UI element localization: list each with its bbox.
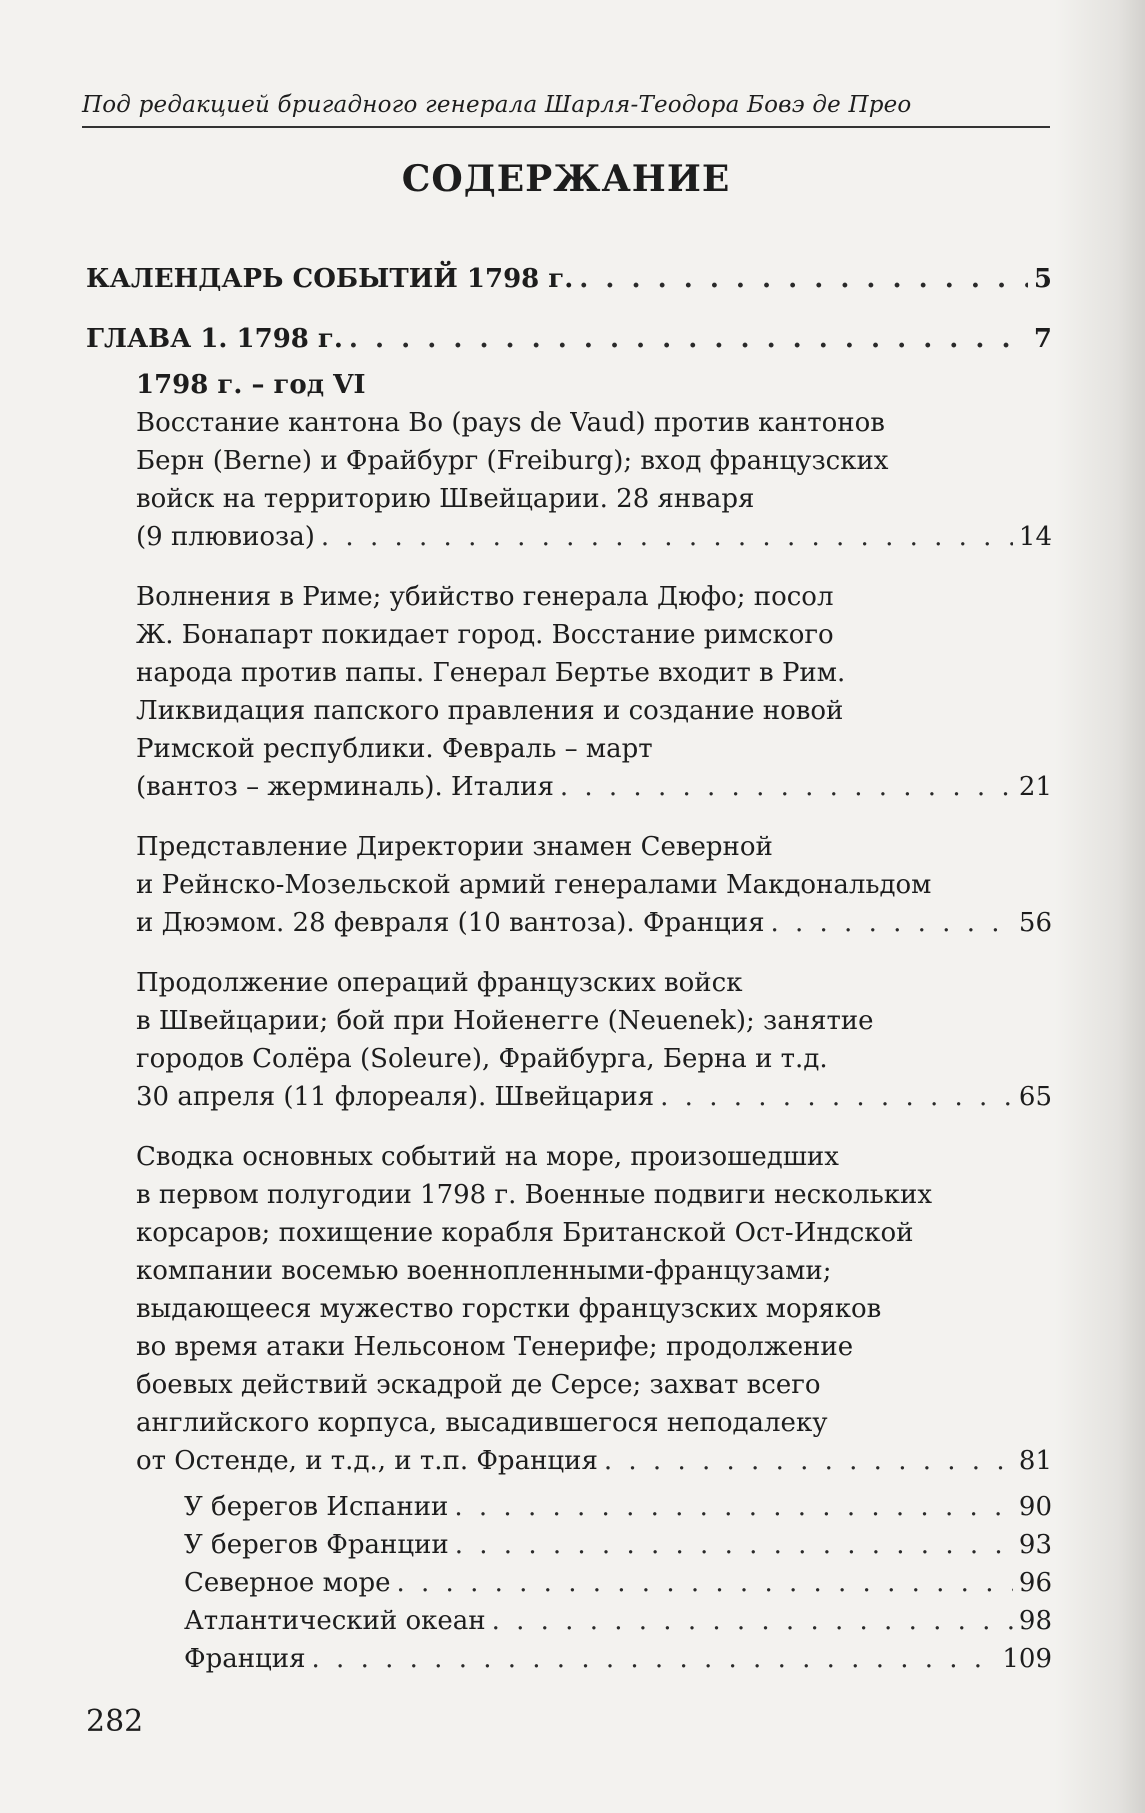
toc-page-number: 14 [1018, 522, 1052, 552]
page-number: 282 [86, 1704, 144, 1739]
toc-subitem [184, 1564, 1052, 1602]
toc-item-line: во время атаки Нельсоном Тенерифе; продолжение [136, 1332, 854, 1362]
chapter-1-section [136, 366, 1052, 1678]
toc-item-last-line [136, 1442, 1052, 1480]
toc-page-number: 21 [1018, 772, 1052, 802]
toc-item-last-line [136, 518, 1052, 556]
toc-item-line: городов Солёра (Soleure), Фрайбурга, Берна и т.д. [136, 1044, 828, 1074]
toc-item-last-line [136, 904, 1052, 942]
toc-item-line: Берн (Berne) и Фрайбург (Freiburg); вход французских [136, 446, 889, 476]
toc-item-line: Ж. Бонапарт покидает город. Восстание римского [136, 620, 834, 650]
toc-item-line: 30 апреля (11 флореаля). Швейцария [136, 1082, 655, 1112]
dot-leader [560, 768, 1013, 806]
toc-item-line: в первом полугодии 1798 г. Военные подвиги нескольких [136, 1180, 933, 1210]
toc-entry-title: ГЛАВА 1. 1798 г. [86, 324, 343, 354]
toc-item-line: и Дюэмом. 28 февраля (10 вантоза). Франция [136, 908, 765, 938]
toc-entry-calendar [86, 260, 1052, 298]
toc-item [136, 578, 1052, 806]
toc-item-line: Ликвидация папского правления и создание новой [136, 696, 844, 726]
toc-subitem [184, 1526, 1052, 1564]
toc-page-number: 90 [1018, 1492, 1052, 1522]
toc-page-number: 7 [1033, 324, 1052, 354]
toc-item-line: боевых действий эскадрой де Серсе; захват всего [136, 1370, 821, 1400]
toc-item-line: (вантоз – жерминаль). Италия [136, 772, 554, 802]
toc-page-number: 56 [1018, 908, 1052, 938]
toc-item-line: корсаров; похищение корабля Британской Ост-Индской [136, 1218, 914, 1248]
toc-page-number: 65 [1018, 1082, 1052, 1112]
page-edge-shadow [1055, 0, 1145, 1813]
section-heading: 1798 г. – год VI [136, 370, 366, 400]
toc-subitem-title: Северное море [184, 1568, 391, 1598]
toc-item-line: (9 плювиоза) [136, 522, 315, 552]
dot-leader [349, 320, 1028, 358]
toc-item-line: народа против папы. Генерал Бертье входит в Рим. [136, 658, 846, 688]
dot-leader [660, 1078, 1013, 1116]
dot-leader [397, 1564, 1013, 1602]
toc-item [136, 1138, 1052, 1480]
toc-item-line: компании восемью военнопленными-французами; [136, 1256, 832, 1286]
toc-item-line: Восстание кантона Во (pays de Vaud) против кантонов [136, 408, 885, 438]
toc-item [136, 828, 1052, 942]
toc-page-number: 81 [1018, 1446, 1052, 1476]
toc-item-line: от Остенде, и т.д., и т.п. Франция [136, 1446, 598, 1476]
toc-subitem-title: У берегов Испании [184, 1492, 449, 1522]
toc-page-number: 5 [1033, 264, 1052, 294]
toc-item-last-line [136, 1078, 1052, 1116]
toc-item-line: Сводка основных событий на море, произошедших [136, 1142, 839, 1172]
toc-item-last-line [136, 768, 1052, 806]
dot-leader [321, 518, 1013, 556]
toc-entry-title: КАЛЕНДАРЬ СОБЫТИЙ 1798 г. [86, 264, 574, 294]
toc-item-line: Римской республики. Февраль – март [136, 734, 653, 764]
toc-page-number: 98 [1018, 1606, 1052, 1636]
toc-item-line: в Швейцарии; бой при Нойенегге (Neuenek); занятие [136, 1006, 874, 1036]
dot-leader [770, 904, 1012, 942]
dot-leader [454, 1488, 1013, 1526]
toc-item-line: выдающееся мужество горстки французских моряков [136, 1294, 882, 1324]
dot-leader [579, 260, 1028, 298]
toc-entry-chapter-1 [86, 320, 1052, 358]
toc-page-number: 93 [1018, 1530, 1052, 1560]
toc-item [136, 404, 1052, 556]
dot-leader [604, 1442, 1013, 1480]
toc-page-number: 109 [1002, 1644, 1052, 1674]
toc-item-line: войск на территорию Швейцарии. 28 января [136, 484, 755, 514]
dot-leader [492, 1602, 1013, 1640]
toc-subitem-title: У берегов Франции [184, 1530, 449, 1560]
dot-leader [312, 1640, 997, 1678]
toc-subitems [184, 1488, 1052, 1678]
toc-subitem [184, 1488, 1052, 1526]
toc-item-line: Волнения в Риме; убийство генерала Дюфо; посол [136, 582, 834, 612]
toc-item-line: Представление Директории знамен Северной [136, 832, 773, 862]
running-header: Под редакцией бригадного генерала Шарля-Теодора Бовэ де Прео [82, 92, 1050, 128]
page-title: СОДЕРЖАНИЕ [401, 158, 731, 200]
toc-subitem [184, 1602, 1052, 1640]
toc-item [136, 964, 1052, 1116]
toc-page-number: 96 [1018, 1568, 1052, 1598]
table-of-contents [86, 260, 1052, 1678]
toc-item-line: Продолжение операций французских войск [136, 968, 743, 998]
dot-leader [455, 1526, 1013, 1564]
toc-item-line: английского корпуса, высадившегося неподалеку [136, 1408, 828, 1438]
toc-subitem-title: Атлантический океан [184, 1606, 486, 1636]
toc-item-line: и Рейнско-Мозельской армий генералами Макдональдом [136, 870, 932, 900]
toc-subitem-title: Франция [184, 1644, 306, 1674]
toc-subitem [184, 1640, 1052, 1678]
